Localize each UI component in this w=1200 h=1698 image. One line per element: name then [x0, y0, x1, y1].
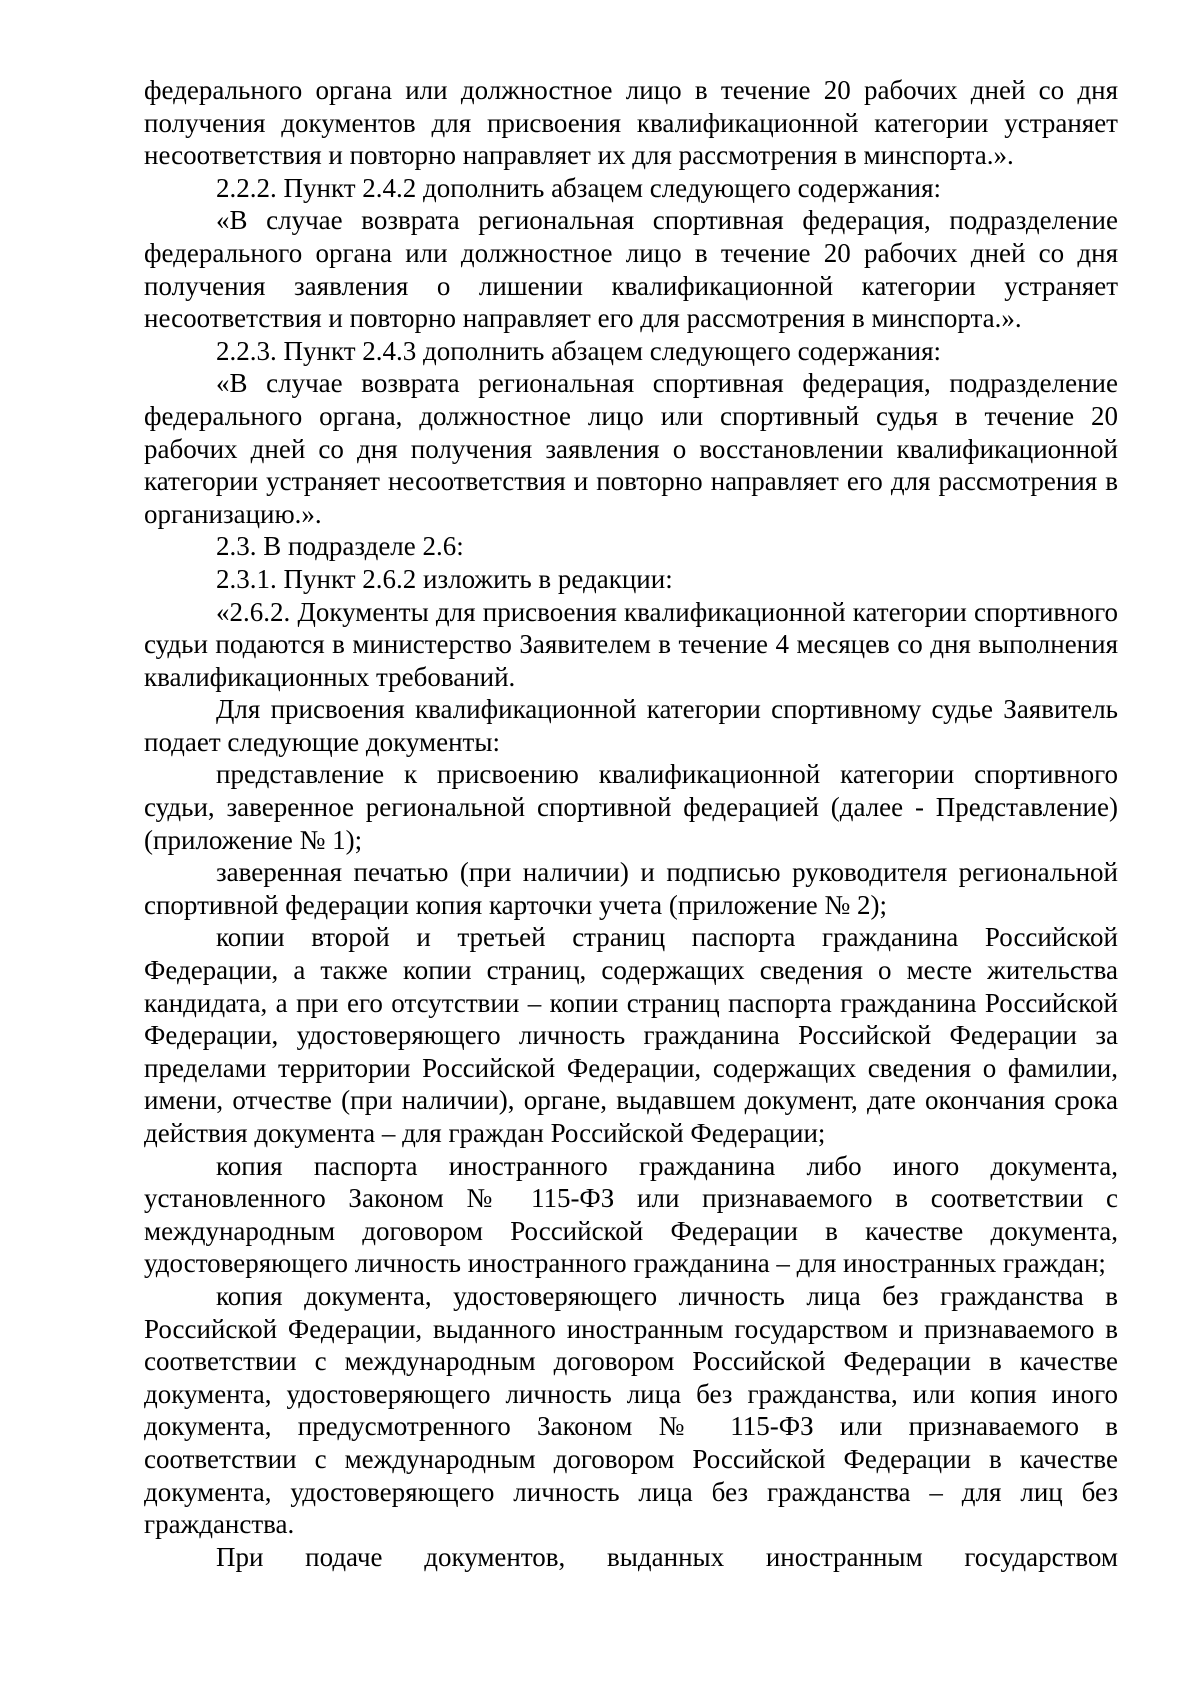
list-item-passport-foreign: копия паспорта иностранного гражданина либо иного документа, установленного Законом № 115-ФЗ или признаваемого в соответствии с международным договором Российской Федерации в качестве документа, удостоверяющего личность иностранного гражданина – для иностранных граждан; [144, 1150, 1118, 1279]
paragraph-2-6-2: «2.6.2. Документы для присвоения квалификационной категории спортивного судьи подаются в министерство Заявителем в течение 4 месяцев со дня выполнения квалификационных требований. [144, 596, 1118, 692]
paragraph-2-2-2: 2.2.2. Пункт 2.4.2 дополнить абзацем следующего содержания: [216, 172, 942, 203]
paragraph-2-2-3: 2.2.3. Пункт 2.4.3 дополнить абзацем следующего содержания: [216, 335, 942, 366]
paragraph-continuation: федерального органа или должностное лицо в течение 20 рабочих дней со дня получения документов для присвоения квалификационной категории устраняет несоответствия и повторно направляет их для рассмотрения в минспорта.». [144, 75, 1118, 171]
paragraph-documents-intro: Для присвоения квалификационной категории спортивному судье Заявитель подает следующие документы: [144, 694, 1118, 757]
list-item-stateless-document: копия документа, удостоверяющего личность лица без гражданства в Российской Федерации, выданного иностранным государством и признаваемого в соответствии с международным договором Российской Федерации в качестве документа, удостоверяющего личность лица без гражданства, или копия иного документа, предусмотренного Законом № 115-ФЗ или признаваемого в соответствии с международным договором Российской Федерации в качестве документа, удостоверяющего личность лица без гражданства – для лиц без гражданства. [144, 1280, 1118, 1540]
list-item-passport-citizen: копии второй и третьей страниц паспорта гражданина Российской Федерации, а также копии страниц, содержащих сведения о месте жительства кандидата, а при его отсутствии – копии страниц паспорта гражданина Российской Федерации, удостоверяющего личность гражданина Российской Федерации за пределами территории Российской Федерации, содержащих сведения о фамилии, имени, отчестве (при наличии), органе, выдавшем документ, дате окончания срока действия документа – для граждан Российской Федерации; [144, 922, 1118, 1148]
list-item-representation: представление к присвоению квалификационной категории спортивного судьи, заверенное региональной спортивной федерацией (далее - Представление) (приложение № 1); [144, 759, 1118, 855]
paragraph-2-3-1: 2.3.1. Пункт 2.6.2 изложить в редакции: [216, 563, 673, 594]
list-item-record-card: заверенная печатью (при наличии) и подписью руководителя региональной спортивной федерации копия карточки учета (приложение № 2); [144, 857, 1118, 920]
document-page [144, 74, 1118, 1573]
paragraph-foreign-documents: При подаче документов, выданных иностранным государством [216, 1541, 1118, 1572]
paragraph-2-3: 2.3. В подразделе 2.6: [216, 531, 464, 562]
paragraph-2-2-2-text: «В случае возврата региональная спортивная федерация, подразделение федерального органа или должностное лицо в течение 20 рабочих дней со дня получения заявления о лишении квалификационной категории устраняет несоответствия и повторно направляет его для рассмотрения в минспорта.». [144, 205, 1118, 334]
paragraph-2-2-3-text: «В случае возврата региональная спортивная федерация, подразделение федерального органа, должностное лицо или спортивный судья в течение 20 рабочих дней со дня получения заявления о восстановлении квалификационной категории устраняет несоответствия и повторно направляет его для рассмотрения в организацию.». [144, 368, 1118, 529]
